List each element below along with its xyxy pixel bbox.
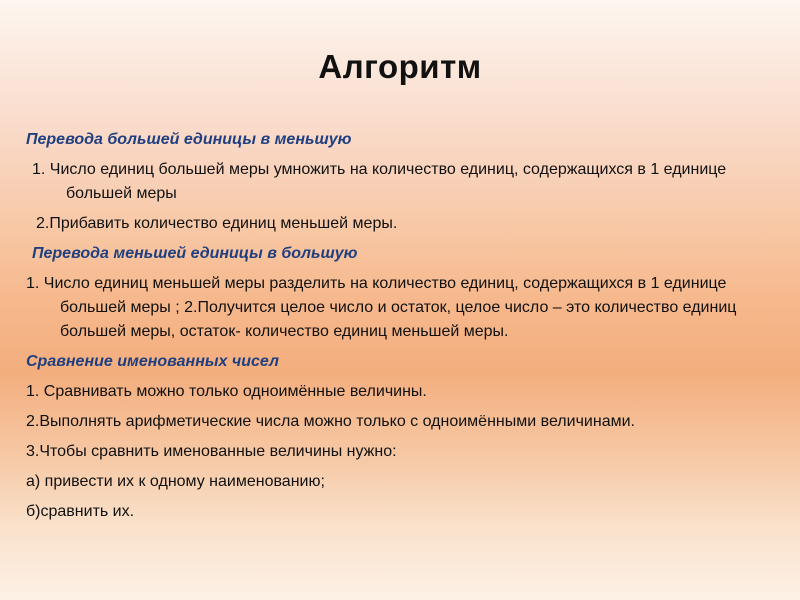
slide-content (26, 128, 786, 530)
section-heading-bigger-to-smaller: Перевода большей единицы в меньшую (26, 131, 352, 148)
slide-title: Алгоритм (318, 48, 482, 85)
list-item: б)сравнить их. (26, 503, 135, 520)
list-item: 2.Выполнять арифметические числа можно только с одноимёнными величинами. (26, 413, 635, 430)
list-item: 1. Число единиц меньшей меры разделить на количество единиц, содержащихся в 1 единице большей меры ; 2.Получится целое число и остаток, целое число – это количество единиц большей меры, остаток- количество единиц меньшей меры. (26, 275, 737, 340)
list-item: 1. Число единиц большей меры умножить на количество единиц, содержащихся в 1 единице большей меры (32, 161, 727, 202)
list-item: 2.Прибавить количество единиц меньшей меры. (36, 215, 398, 232)
list-item: 1. Сравнивать можно только одноимённые величины. (26, 383, 427, 400)
list-item: 3.Чтобы сравнить именованные величины нужно: (26, 443, 397, 460)
section-heading-comparison: Сравнение именованных чисел (26, 353, 279, 370)
section-heading-smaller-to-bigger: Перевода меньшей единицы в большую (32, 245, 358, 262)
list-item: а) привести их к одному наименованию; (26, 473, 325, 490)
